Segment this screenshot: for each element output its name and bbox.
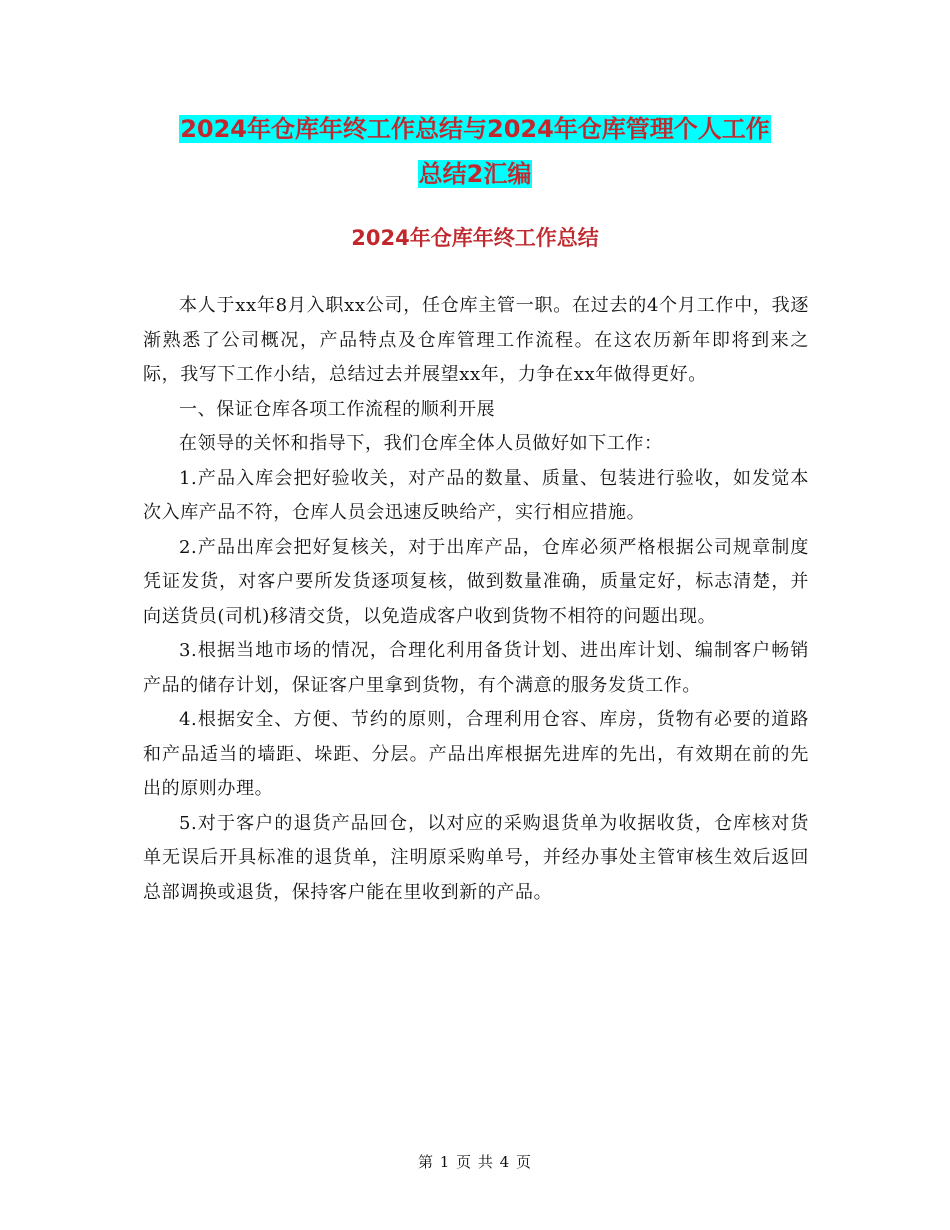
paragraph-item-4: 4.根据安全、方便、节约的原则，合理利用仓容、库房，货物有必要的道路和产品适当的墙距、垛距、分层。产品出库根据先进库的先出，有效期在前的先出的原则办理。: [143, 709, 809, 799]
document-title-text-2: 总结2汇编: [418, 160, 532, 188]
section-heading: 2024年仓库年终工作总结: [351, 226, 599, 250]
paragraph-lead: 在领导的关怀和指导下，我们仓库全体人员做好如下工作：: [179, 433, 663, 454]
paragraph-item-3: 3.根据当地市场的情况，合理化利用备货计划、进出库计划、编制客户畅销产品的储存计划，保证客户里拿到货物，有个满意的服务发货工作。: [143, 640, 809, 696]
document-title-line-2: [0, 160, 950, 188]
paragraph-heading-1: 一、保证仓库各项工作流程的顺利开展: [179, 398, 496, 420]
paragraph-intro: 本人于xx年8月入职xx公司，任仓库主管一职。在过去的4个月工作中，我逐渐熟悉了公司概况，产品特点及仓库管理工作流程。在这农历新年即将到来之际，我写下工作小结，总结过去并展望xx年，力争在xx年做得更好。: [143, 295, 809, 385]
document-title-line-1: [0, 115, 950, 143]
page-footer: 第 1 页 共 4 页: [418, 1153, 532, 1171]
document-title-text-1: 2024年仓库年终工作总结与2024年仓库管理个人工作: [180, 115, 770, 143]
paragraph-item-2: 2.产品出库会把好复核关，对于出库产品，仓库必须严格根据公司规章制度凭证发货，对客户要所发货逐项复核，做到数量准确，质量定好，标志清楚，并向送货员(司机)移清交货，以免造成客户收到货物不相符的问题出现。: [143, 536, 809, 627]
paragraph-item-5: 5.对于客户的退货产品回仓，以对应的采购退货单为收据收货，仓库核对货单无误后开具标准的退货单，注明原采购单号，并经办事处主管审核生效后返回总部调换或退货，保持客户能在里收到新的产品。: [143, 812, 809, 903]
document-body: [143, 289, 809, 910]
paragraph-item-1: 1.产品入库会把好验收关，对产品的数量、质量、包装进行验收，如发觉本次入库产品不符，仓库人员会迅速反映给产，实行相应措施。: [143, 467, 809, 523]
